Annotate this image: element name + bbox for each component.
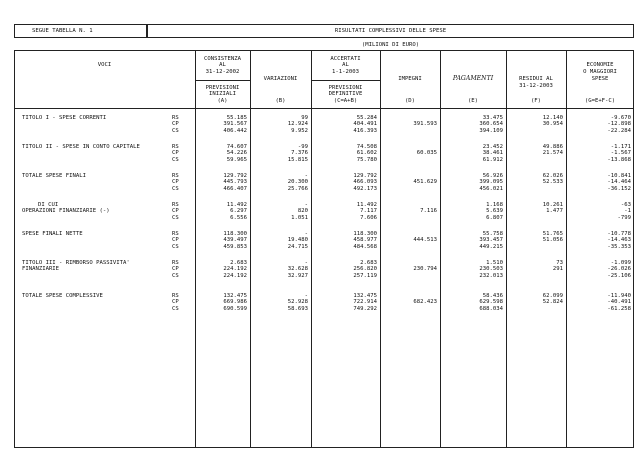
cell-e: 394.109 xyxy=(479,127,503,134)
cell-c: 466.093 xyxy=(353,179,377,186)
cell-g: -14.464 xyxy=(607,179,631,186)
cell-d: 230.794 xyxy=(413,266,437,273)
row-code: CS xyxy=(172,243,179,250)
row-code: CS xyxy=(172,214,179,221)
row-code: CS xyxy=(172,156,179,163)
header-a-5: INIZIALI xyxy=(209,91,236,97)
header-a-3: 31-12-2002 xyxy=(205,69,240,75)
header-title: RISULTATI COMPLESSIVI DELLE SPESE xyxy=(334,28,447,34)
header-voci: VOCI xyxy=(97,62,112,68)
header-a-6: (A) xyxy=(217,98,228,104)
cell-g: -13.868 xyxy=(607,156,631,163)
header-a-1: CONSISTENZA xyxy=(203,56,242,62)
header-c-5: DEFINITIVE xyxy=(328,91,363,97)
cell-e: 33.475 xyxy=(482,115,503,121)
cell-a: 224.192 xyxy=(223,266,247,273)
cell-g: -12.898 xyxy=(607,121,631,128)
cell-d: 7.116 xyxy=(420,208,437,215)
row-code: RS xyxy=(172,231,179,237)
row-code: CP xyxy=(172,150,179,157)
cell-d: 391.593 xyxy=(413,121,437,128)
cell-c: 61.602 xyxy=(356,150,377,157)
row-label: TITOLO I - SPESE CORRENTI xyxy=(22,115,107,121)
header-a-4: PREVISIONI xyxy=(205,85,240,91)
cell-c: 484.568 xyxy=(353,243,377,250)
cell-d: 60.035 xyxy=(416,150,437,157)
cell-a: 6.556 xyxy=(230,214,247,221)
cell-f: 12.140 xyxy=(542,115,563,121)
cell-g: -10.778 xyxy=(607,231,631,237)
cell-e: 232.013 xyxy=(479,272,503,279)
row-code: CP xyxy=(172,266,179,273)
cell-a: 690.599 xyxy=(223,305,247,312)
header-c-1: ACCERTATI xyxy=(330,56,361,62)
row-code: RS xyxy=(172,115,179,121)
col-a-divider xyxy=(195,80,250,81)
cell-b: 12.924 xyxy=(287,121,308,128)
cell-c: 55.284 xyxy=(356,115,377,121)
cell-e: 456.021 xyxy=(479,185,503,192)
cell-e: 688.034 xyxy=(479,305,503,312)
cell-f: 52.824 xyxy=(542,299,563,306)
cell-f: 51.765 xyxy=(542,231,563,237)
cell-e: 449.215 xyxy=(479,243,503,250)
header-b: VARIAZIONI xyxy=(263,76,298,82)
cell-f: 51.056 xyxy=(542,237,563,244)
header-g-3: SPESE xyxy=(591,76,609,82)
cell-g: -25.106 xyxy=(607,272,631,279)
cell-c: 256.820 xyxy=(353,266,377,273)
cell-b: 58.693 xyxy=(287,305,308,312)
cell-b: - xyxy=(304,293,308,299)
cell-e: 58.436 xyxy=(482,293,503,299)
unit-label: (MILIONI DI EURO) xyxy=(361,42,420,48)
cell-e: 360.654 xyxy=(479,121,503,128)
cell-g: -61.258 xyxy=(607,305,631,312)
cell-a: 224.192 xyxy=(223,272,247,279)
cell-g: -35.353 xyxy=(607,243,631,250)
cell-a: 129.792 xyxy=(223,173,247,179)
row-code: RS xyxy=(172,144,179,150)
cell-c: 132.475 xyxy=(353,293,377,299)
header-left: SEGUE TABELLA N. 1 xyxy=(32,28,93,34)
cell-c: 749.292 xyxy=(353,305,377,312)
header-g-2: O MAGGIORI xyxy=(583,69,617,75)
cell-a: 445.793 xyxy=(223,179,247,186)
cell-c: 118.300 xyxy=(353,231,377,237)
cell-c: 492.173 xyxy=(353,185,377,192)
cell-f: 49.886 xyxy=(542,144,563,150)
row-label: TITOLO III - RIMBORSO PASSIVITA' xyxy=(22,260,130,266)
header-d: IMPEGNI xyxy=(398,76,422,82)
cell-c: 404.491 xyxy=(353,121,377,128)
cell-a: 59.965 xyxy=(226,156,247,163)
cell-a: 11.492 xyxy=(226,202,247,208)
cell-a: 55.185 xyxy=(226,115,247,121)
header-e: PAGAMENTI xyxy=(452,75,494,82)
cell-b: 32.628 xyxy=(287,266,308,273)
cell-e: 399.095 xyxy=(479,179,503,186)
cell-e: 38.461 xyxy=(482,150,503,157)
row-label: TOTALE SPESE FINALI xyxy=(22,173,86,179)
row-label: TOTALE SPESE COMPLESSIVE xyxy=(22,293,103,299)
cell-e: 1.510 xyxy=(486,260,503,266)
cell-b: 7.376 xyxy=(291,150,308,157)
cell-d: 451.629 xyxy=(413,179,437,186)
cell-f: 73 xyxy=(556,260,563,266)
cell-g: -14.463 xyxy=(607,237,631,244)
cell-f: 291 xyxy=(552,266,563,273)
cell-g: -10.841 xyxy=(607,173,631,179)
cell-c: 257.119 xyxy=(353,272,377,279)
cell-c: 7.606 xyxy=(360,214,377,221)
cell-f: 1.477 xyxy=(546,208,563,215)
col-line xyxy=(506,50,507,448)
cell-g: -40.491 xyxy=(607,299,631,306)
cell-b: - xyxy=(304,202,308,208)
cell-b: 15.815 xyxy=(287,156,308,163)
cell-f: 10.261 xyxy=(542,202,563,208)
row-label: SPESE FINALI NETTE xyxy=(22,231,83,237)
cell-b: - xyxy=(304,173,308,179)
cell-g: -11.940 xyxy=(607,293,631,299)
row-code: CP xyxy=(172,237,179,244)
cell-c: 74.508 xyxy=(356,144,377,150)
cell-g: -26.026 xyxy=(607,266,631,273)
cell-b: - xyxy=(304,260,308,266)
header-a-2: AL xyxy=(219,62,226,68)
cell-c: 11.492 xyxy=(356,202,377,208)
row-code: CP xyxy=(172,299,179,306)
cell-e: 629.598 xyxy=(479,299,503,306)
cell-a: 118.300 xyxy=(223,231,247,237)
header-d-letter: (D) xyxy=(404,98,416,104)
cell-g: -799 xyxy=(617,214,631,221)
row-code: CS xyxy=(172,127,179,134)
row-code: CS xyxy=(172,272,179,279)
cell-b: 20.300 xyxy=(287,179,308,186)
cell-e: 55.758 xyxy=(482,231,503,237)
cell-f: 62.026 xyxy=(542,173,563,179)
row-label: FINANZIARIE xyxy=(22,266,60,273)
row-code: RS xyxy=(172,293,179,299)
cell-b: 25.766 xyxy=(287,185,308,192)
cell-f: 30.954 xyxy=(542,121,563,128)
cell-c: 129.792 xyxy=(353,173,377,179)
cell-g: -36.152 xyxy=(607,185,631,192)
cell-g: -1.171 xyxy=(610,144,631,150)
cell-b: 52.928 xyxy=(287,299,308,306)
cell-d: 444.513 xyxy=(413,237,437,244)
header-b-letter: (B) xyxy=(275,98,286,104)
row-code: CP xyxy=(172,208,179,215)
header-f-letter: (F) xyxy=(530,98,542,104)
cell-e: 1.168 xyxy=(486,202,503,208)
cell-f: 62.099 xyxy=(542,293,563,299)
header-e-letter: (E) xyxy=(467,98,479,104)
cell-b: 1.051 xyxy=(291,214,308,221)
header-c-2: AL xyxy=(342,62,349,68)
cell-a: 6.297 xyxy=(230,208,247,215)
cell-b: 99 xyxy=(301,115,308,121)
cell-g: -1.567 xyxy=(610,150,631,157)
cell-a: 132.475 xyxy=(223,293,247,299)
cell-a: 466.407 xyxy=(223,185,247,192)
row-label: DI CUI xyxy=(38,202,59,208)
header-g-1: ECONOMIE xyxy=(586,62,614,68)
cell-e: 6.807 xyxy=(486,214,503,221)
cell-e: 393.457 xyxy=(479,237,503,244)
cell-e: 56.926 xyxy=(482,173,503,179)
cell-b: 24.715 xyxy=(287,243,308,250)
cell-b: - xyxy=(304,231,308,237)
cell-g: -22.284 xyxy=(607,127,631,134)
cell-c: 416.393 xyxy=(353,127,377,134)
header-c-4: PREVISIONI xyxy=(328,85,363,91)
cell-a: 54.226 xyxy=(226,150,247,157)
header-f-2: 31-12-2003 xyxy=(519,83,553,89)
cell-c: 722.914 xyxy=(353,299,377,306)
cell-c: 2.683 xyxy=(360,260,377,266)
col-c-divider xyxy=(311,80,380,81)
row-code: RS xyxy=(172,173,179,179)
cell-a: 439.497 xyxy=(223,237,247,244)
cell-a: 406.442 xyxy=(223,127,247,134)
header-c-6: (C=A+B) xyxy=(333,98,358,104)
cell-e: 23.452 xyxy=(482,144,503,150)
cell-c: 458.977 xyxy=(353,237,377,244)
row-code: CS xyxy=(172,305,179,312)
cell-e: 61.912 xyxy=(482,156,503,163)
cell-e: 230.503 xyxy=(479,266,503,273)
row-code: CP xyxy=(172,121,179,128)
row-code: CS xyxy=(172,185,179,192)
col-line xyxy=(380,50,381,448)
row-code: RS xyxy=(172,260,179,266)
cell-b: 19.480 xyxy=(287,237,308,244)
cell-f: 52.533 xyxy=(542,179,563,186)
cell-a: 391.567 xyxy=(223,121,247,128)
row-code: CP xyxy=(172,179,179,186)
cell-a: 74.607 xyxy=(226,144,247,150)
cell-a: 669.986 xyxy=(223,299,247,306)
cell-b: 820 xyxy=(297,208,308,215)
header-f-1: RESIDUI AL xyxy=(519,76,553,82)
cell-g: -1 xyxy=(624,208,631,215)
cell-b: 32.927 xyxy=(287,272,308,279)
cell-a: 2.683 xyxy=(230,260,247,266)
row-label: TITOLO II - SPESE IN CONTO CAPITALE xyxy=(22,144,140,150)
cell-b: 9.952 xyxy=(291,127,308,134)
cell-c: 75.780 xyxy=(356,156,377,163)
header-separator xyxy=(14,108,634,109)
row-label: OPERAZIONI FINANZIARIE (-) xyxy=(22,208,110,215)
cell-d: 682.423 xyxy=(413,299,437,306)
cell-e: 5.639 xyxy=(486,208,503,215)
cell-c: 7.117 xyxy=(360,208,377,215)
cell-a: 459.853 xyxy=(223,243,247,250)
row-code: RS xyxy=(172,202,179,208)
header-g-letter: (G=E+F-C) xyxy=(584,98,616,104)
cell-b: -99 xyxy=(297,144,308,150)
cell-g: -1.099 xyxy=(610,260,631,266)
cell-f: 21.574 xyxy=(542,150,563,157)
cell-g: -63 xyxy=(620,202,631,208)
header-c-3: 1-1-2003 xyxy=(332,69,359,75)
cell-g: -9.670 xyxy=(610,115,631,121)
